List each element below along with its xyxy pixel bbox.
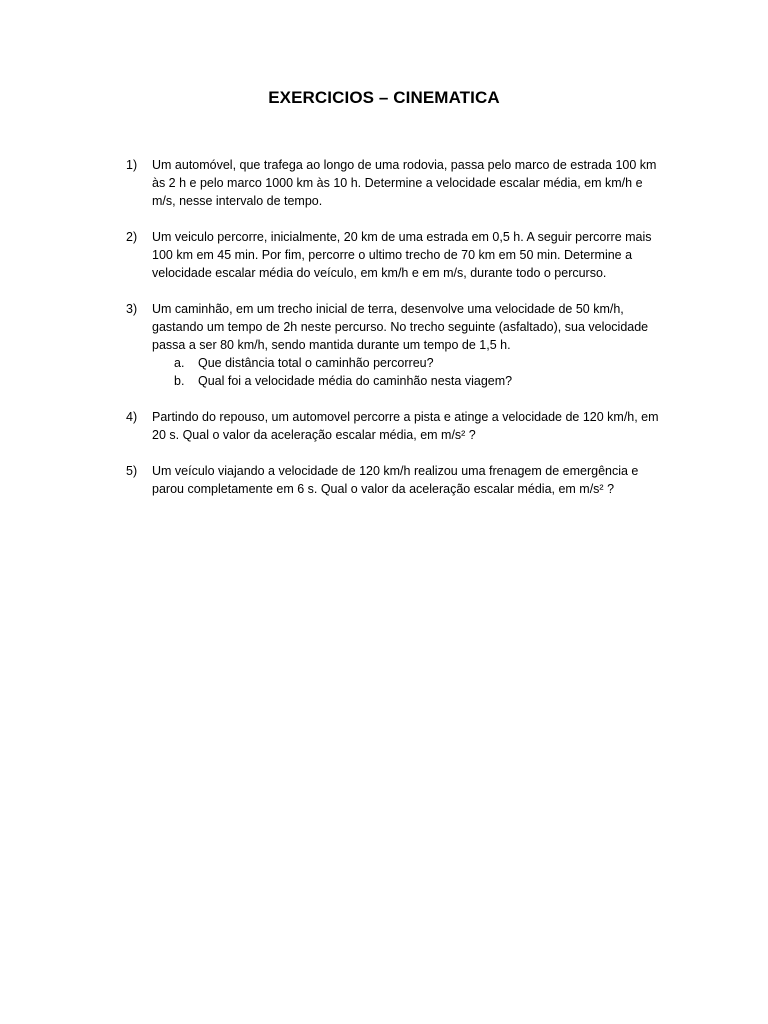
question-number: 2) — [126, 230, 138, 244]
question-text: Um veículo viajando a velocidade de 120 km/h realizou uma frenagem de emergência e parou completamente em 6 s. Qual o valor da aceleração escalar média, em m/s² ? — [152, 464, 639, 496]
sub-question-letter: b. — [174, 374, 185, 388]
question-number: 5) — [126, 464, 138, 478]
sub-question-text: Que distância total o caminhão percorreu? — [198, 356, 434, 370]
document-title: EXERCICIOS – CINEMATICA — [268, 88, 500, 107]
question-number: 3) — [126, 302, 138, 316]
question-text: Um caminhão, em um trecho inicial de terra, desenvolve uma velocidade de 50 km/h, gastando um tempo de 2h neste percurso. No trecho seguinte (asfaltado), sua velocidade passa a ser 80 km/h, sendo mantida durante um tempo de 1,5 h. — [152, 302, 649, 352]
question-1 — [126, 156, 666, 210]
sub-question-a — [174, 354, 666, 372]
question-4 — [126, 408, 666, 444]
sub-question-letter: a. — [174, 356, 185, 370]
sub-question-text: Qual foi a velocidade média do caminhão nesta viagem? — [198, 374, 513, 388]
question-text: Partindo do repouso, um automovel percorre a pista e atinge a velocidade de 120 km/h, em 20 s. Qual o valor da aceleração escalar média, em m/s² ? — [152, 410, 659, 442]
sub-question-list — [152, 354, 666, 390]
question-number: 1) — [126, 158, 138, 172]
question-2 — [126, 228, 666, 282]
question-5 — [126, 462, 666, 498]
question-3 — [126, 300, 666, 390]
question-text: Um veiculo percorre, inicialmente, 20 km de uma estrada em 0,5 h. A seguir percorre mais 100 km em 45 min. Por fim, percorre o ultimo trecho de 70 km em 50 min. Determine a velocidade escalar média do veículo, em km/h e em m/s, durante todo o percurso. — [152, 230, 652, 280]
question-number: 4) — [126, 410, 138, 424]
sub-question-b — [174, 372, 666, 390]
question-list — [126, 156, 666, 516]
question-text: Um automóvel, que trafega ao longo de uma rodovia, passa pelo marco de estrada 100 km às 2 h e pelo marco 1000 km às 10 h. Determine a velocidade escalar média, em km/h e m/s, nesse intervalo de tempo. — [152, 158, 657, 208]
